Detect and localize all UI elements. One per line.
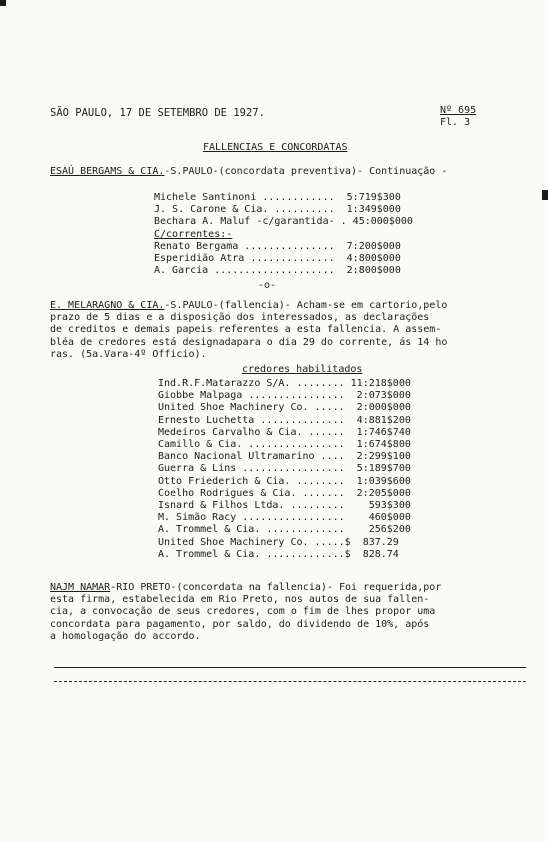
creditor-row: A. Garcia .................... 2:800$000 [154,265,401,277]
paragraph-line: concordata para pagamento, por saldo, do dividendo de 10%, após [50,618,430,630]
creditor-row: Guerra & Lins ................. 5:189$700 [158,463,411,475]
creditor-subheading: C/correntes:- [154,228,233,240]
paragraph-line: ras. (5a.Vara-4º Officio). [50,348,207,360]
creditor-row: Ernesto Luchetta .............. 4:881$200 [158,414,411,426]
entry-name: E. MELARAGNO & CIA. [50,300,165,311]
creditor-row: United Shoe Machinery Co. .....$ 837.29 [158,536,399,548]
creditor-list [158,378,411,561]
paragraph-line: cia, a convocação de seus credores, com o fim de lhes propor uma [50,606,436,618]
creditor-row: Bechara A. Maluf -c/garantida- . 45:000$000 [154,216,413,228]
section-title: FALLENCIAS E CONCORDATAS [203,142,348,153]
scan-mark [542,190,548,200]
entry-paragraph [50,582,441,643]
creditor-row: Giobbe Malpaga ................ 2:073$000 [158,390,411,402]
creditor-row: United Shoe Machinery Co. ..... 2:000$000 [158,402,411,414]
creditor-row: Esperidião Atra .............. 4:800$000 [154,253,401,265]
creditor-row: A. Trommel & Cia. ............. 256$200 [158,524,411,536]
entry-heading [50,166,447,178]
paragraph-line: de creditos e demais papeis referentes a esta fallencia. A assem- [50,324,442,336]
creditor-row: Michele Santinoni ............ 5:719$300 [154,192,401,203]
creditor-row: A. Trommel & Cia. .............$ 828.74 [158,548,399,560]
creditor-row: Camillo & Cia. ................ 1:674$800 [158,439,411,451]
paragraph-line: -RIO PRETO-(concordata na fallencia)- Foi requerida,por [110,582,442,593]
paragraph-line: prazo de 5 dias e a disposição dos interessados, as declarações [50,312,430,324]
paragraph-line: bléa de credores está designadapara o dia 29 do corrente, ás 14 ho [50,336,448,348]
creditor-row: Banco Nacional Ultramarino .... 2:299$100 [158,451,411,463]
place-date: SÃO PAULO, 17 DE SETEMBRO DE 1927. [50,107,265,119]
creditor-row: Ind.R.F.Matarazzo S/A. ........ 11:218$000 [158,378,411,389]
entry-name: NAJM NAMAR [50,582,111,593]
creditor-list [154,192,413,277]
entry-name: ESAÚ BERGAMS & CIA. [50,166,165,177]
paragraph-line: a homologação do accordo. [50,630,201,642]
creditor-row: Isnard & Filhos Ltda. ......... 593$300 [158,500,411,512]
scan-mark [0,0,6,6]
creditor-row: Otto Friederich & Cia. ........ 1:039$600 [158,475,411,487]
separator: -o- [258,280,277,291]
entry-intro: -S.PAULO-(concordata preventiva)- Continuação - [164,166,448,177]
sheet-number: Fl. 3 [440,117,471,128]
entry-paragraph [50,300,447,361]
creditor-row: J. S. Carone & Cia. .......... 1:349$000 [154,204,401,216]
creditor-row: Renato Bergama ............... 7:200$000 [154,240,401,252]
paragraph-line: -S.PAULO-(fallencia)- Acham-se em cartorio,pelo [164,300,448,311]
paragraph-line: esta firma, estabelecida em Rio Preto, nos autos de sua fallen- [50,594,430,606]
creditor-row: M. Simão Racy ................. 460$000 [158,512,411,524]
creditor-row: Coelho Rodrigues & Cia. ....... 2:205$000 [158,487,411,499]
closing-rule [54,667,526,668]
creditors-subtitle: credores habilitados [242,364,363,375]
creditor-row: Medeiros Carvalho & Cia. ...... 1:746$740 [158,426,411,438]
bulletin-number: Nº 695 [440,105,477,116]
closing-rule [54,681,526,682]
